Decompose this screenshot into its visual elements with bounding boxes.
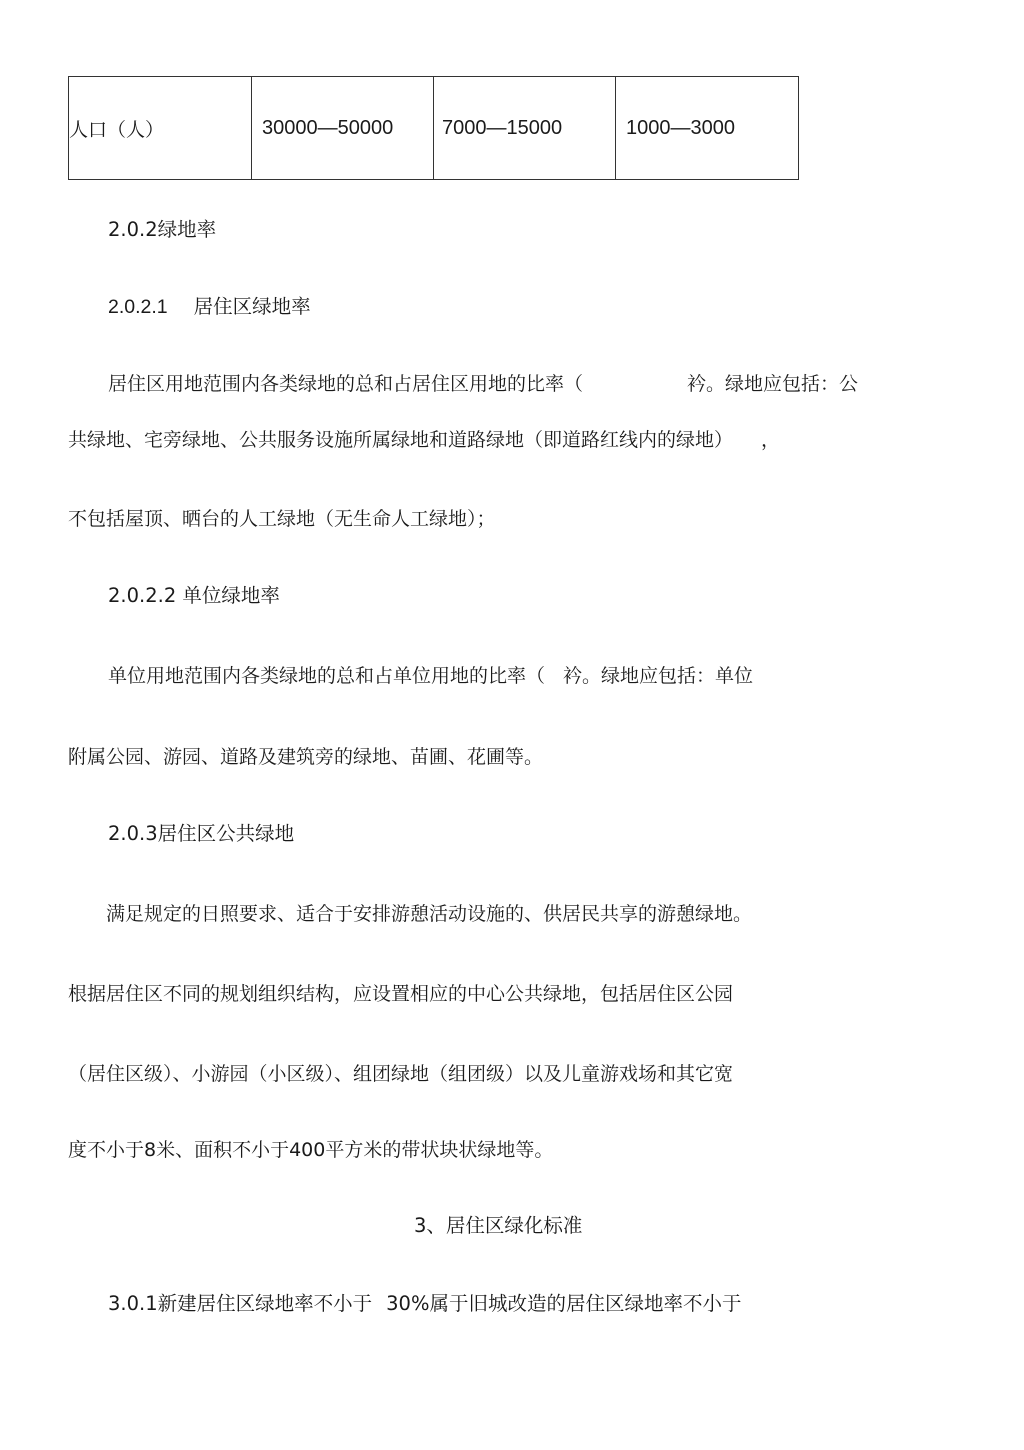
paragraph-unit-ratio-line1	[108, 664, 753, 688]
heading-2-0-2-1-title: 居住区绿地率	[193, 295, 311, 318]
heading-2-0-2-2: 2.0.2.2 单位绿地率	[108, 584, 280, 607]
unit-ratio-text-a: 单位用地范围内各类绿地的总和占单位用地的比率（	[108, 665, 546, 687]
paragraph-public-green-line4: 度不小于8米、面积不小于400平方米的带状块状绿地等。	[68, 1139, 554, 1161]
residential-ratio-text-a: 居住区用地范围内各类绿地的总和占居住区用地的比率（	[108, 373, 584, 395]
paragraph-public-green-line2: 根据居住区不同的规划组织结构，应设置相应的中心公共绿地，包括居住区公园	[68, 983, 734, 1005]
population-label: 人口（人）	[69, 77, 252, 180]
heading-section-3: 3、居住区绿化标准	[414, 1214, 583, 1237]
standard-3-0-1-text-b: 30%属于旧城改造的居住区绿地率不小于	[386, 1292, 742, 1315]
heading-2-0-2-1	[108, 295, 311, 319]
population-value-residential-district: 7000—15000	[434, 77, 616, 180]
paragraph-residential-ratio-line1	[108, 372, 858, 396]
heading-2-0-2-1-number: 2.0.2.1	[108, 296, 168, 318]
heading-2-0-3: 2.0.3居住区公共绿地	[108, 822, 295, 845]
residential-ratio-text-b: 衿。绿地应包括：公	[687, 373, 859, 395]
paragraph-public-green-line1: 满足规定的日照要求、适合于安排游憩活动设施的、供居民共享的游憩绿地。	[106, 903, 753, 925]
paragraph-residential-ratio-line2	[68, 428, 780, 452]
population-table	[68, 76, 799, 180]
paragraph-residential-ratio-line3: 不包括屋顶、晒台的人工绿地（无生命人工绿地）；	[68, 508, 496, 530]
standard-3-0-1-text-a: 3.0.1新建居住区绿地率不小于	[108, 1292, 373, 1315]
population-value-cluster: 1000—3000	[616, 77, 799, 180]
unit-ratio-text-b: 衿。绿地应包括：单位	[563, 665, 754, 687]
paragraph-unit-ratio-line2: 附属公园、游园、道路及建筑旁的绿地、苗圃、花圃等。	[68, 746, 544, 768]
paragraph-3-0-1	[108, 1292, 741, 1316]
heading-2-0-2: 2.0.2绿地率	[108, 218, 217, 241]
paragraph-public-green-line3: （居住区级）、小游园（小区级）、组团绿地（组团级）以及儿童游戏场和其它宽	[68, 1063, 734, 1085]
residential-ratio-comma: ，	[761, 429, 781, 451]
table-row	[69, 77, 799, 180]
residential-ratio-text-c: 共绿地、宅旁绿地、公共服务设施所属绿地和道路绿地（即道路红线内的绿地）	[68, 429, 734, 451]
population-value-residential-area: 30000—50000	[252, 77, 434, 180]
